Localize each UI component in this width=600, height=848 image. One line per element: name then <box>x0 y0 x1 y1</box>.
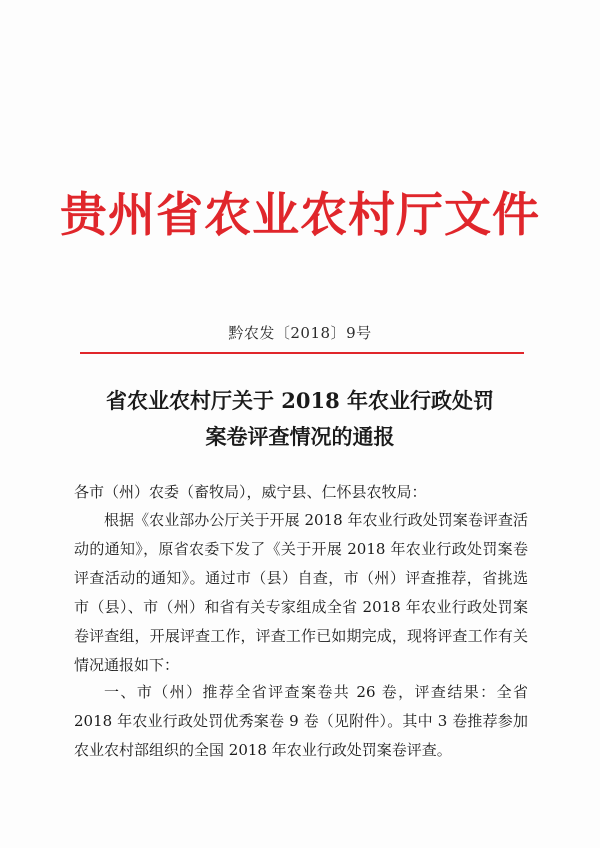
agency-header-title: 贵州省农业农村厅文件 <box>60 188 540 243</box>
document-title-line-1: 省农业农村厅关于 2018 年农业行政处罚 <box>105 388 495 413</box>
document-title-line-2: 案卷评查情况的通报 <box>205 424 395 449</box>
body-paragraph-2: 一、市（州）推荐全省评查案卷共 26 卷，评查结果：全省 2018 年农业行政处罚优秀案卷 9 卷（见附件）。其中 3 卷推荐参加农业农村部组织的全国 2018 年农业行政处罚案卷评查。 <box>74 683 528 759</box>
document-number: 黔农发〔2018〕9号 <box>228 324 372 342</box>
header-red-divider <box>80 352 524 354</box>
body-paragraph-1: 根据《农业部办公厅关于开展 2018 年农业行政处罚案卷评查活动的通知》，原省农委下发了《关于开展 2018 年农业行政处罚案卷评查活动的通知》。通过市（县）自查，市（州）评查推荐，省挑选市（县）、市（州）和省有关专家组成全省 2018 年农业行政处罚案卷评查组，开展评查工作，评查工作已如期完成，现将评查工作有关情况通报如下： <box>74 511 528 674</box>
document-title <box>60 383 540 455</box>
salutation: 各市（州）农委（畜牧局），威宁县、仁怀县农牧局： <box>74 483 427 501</box>
